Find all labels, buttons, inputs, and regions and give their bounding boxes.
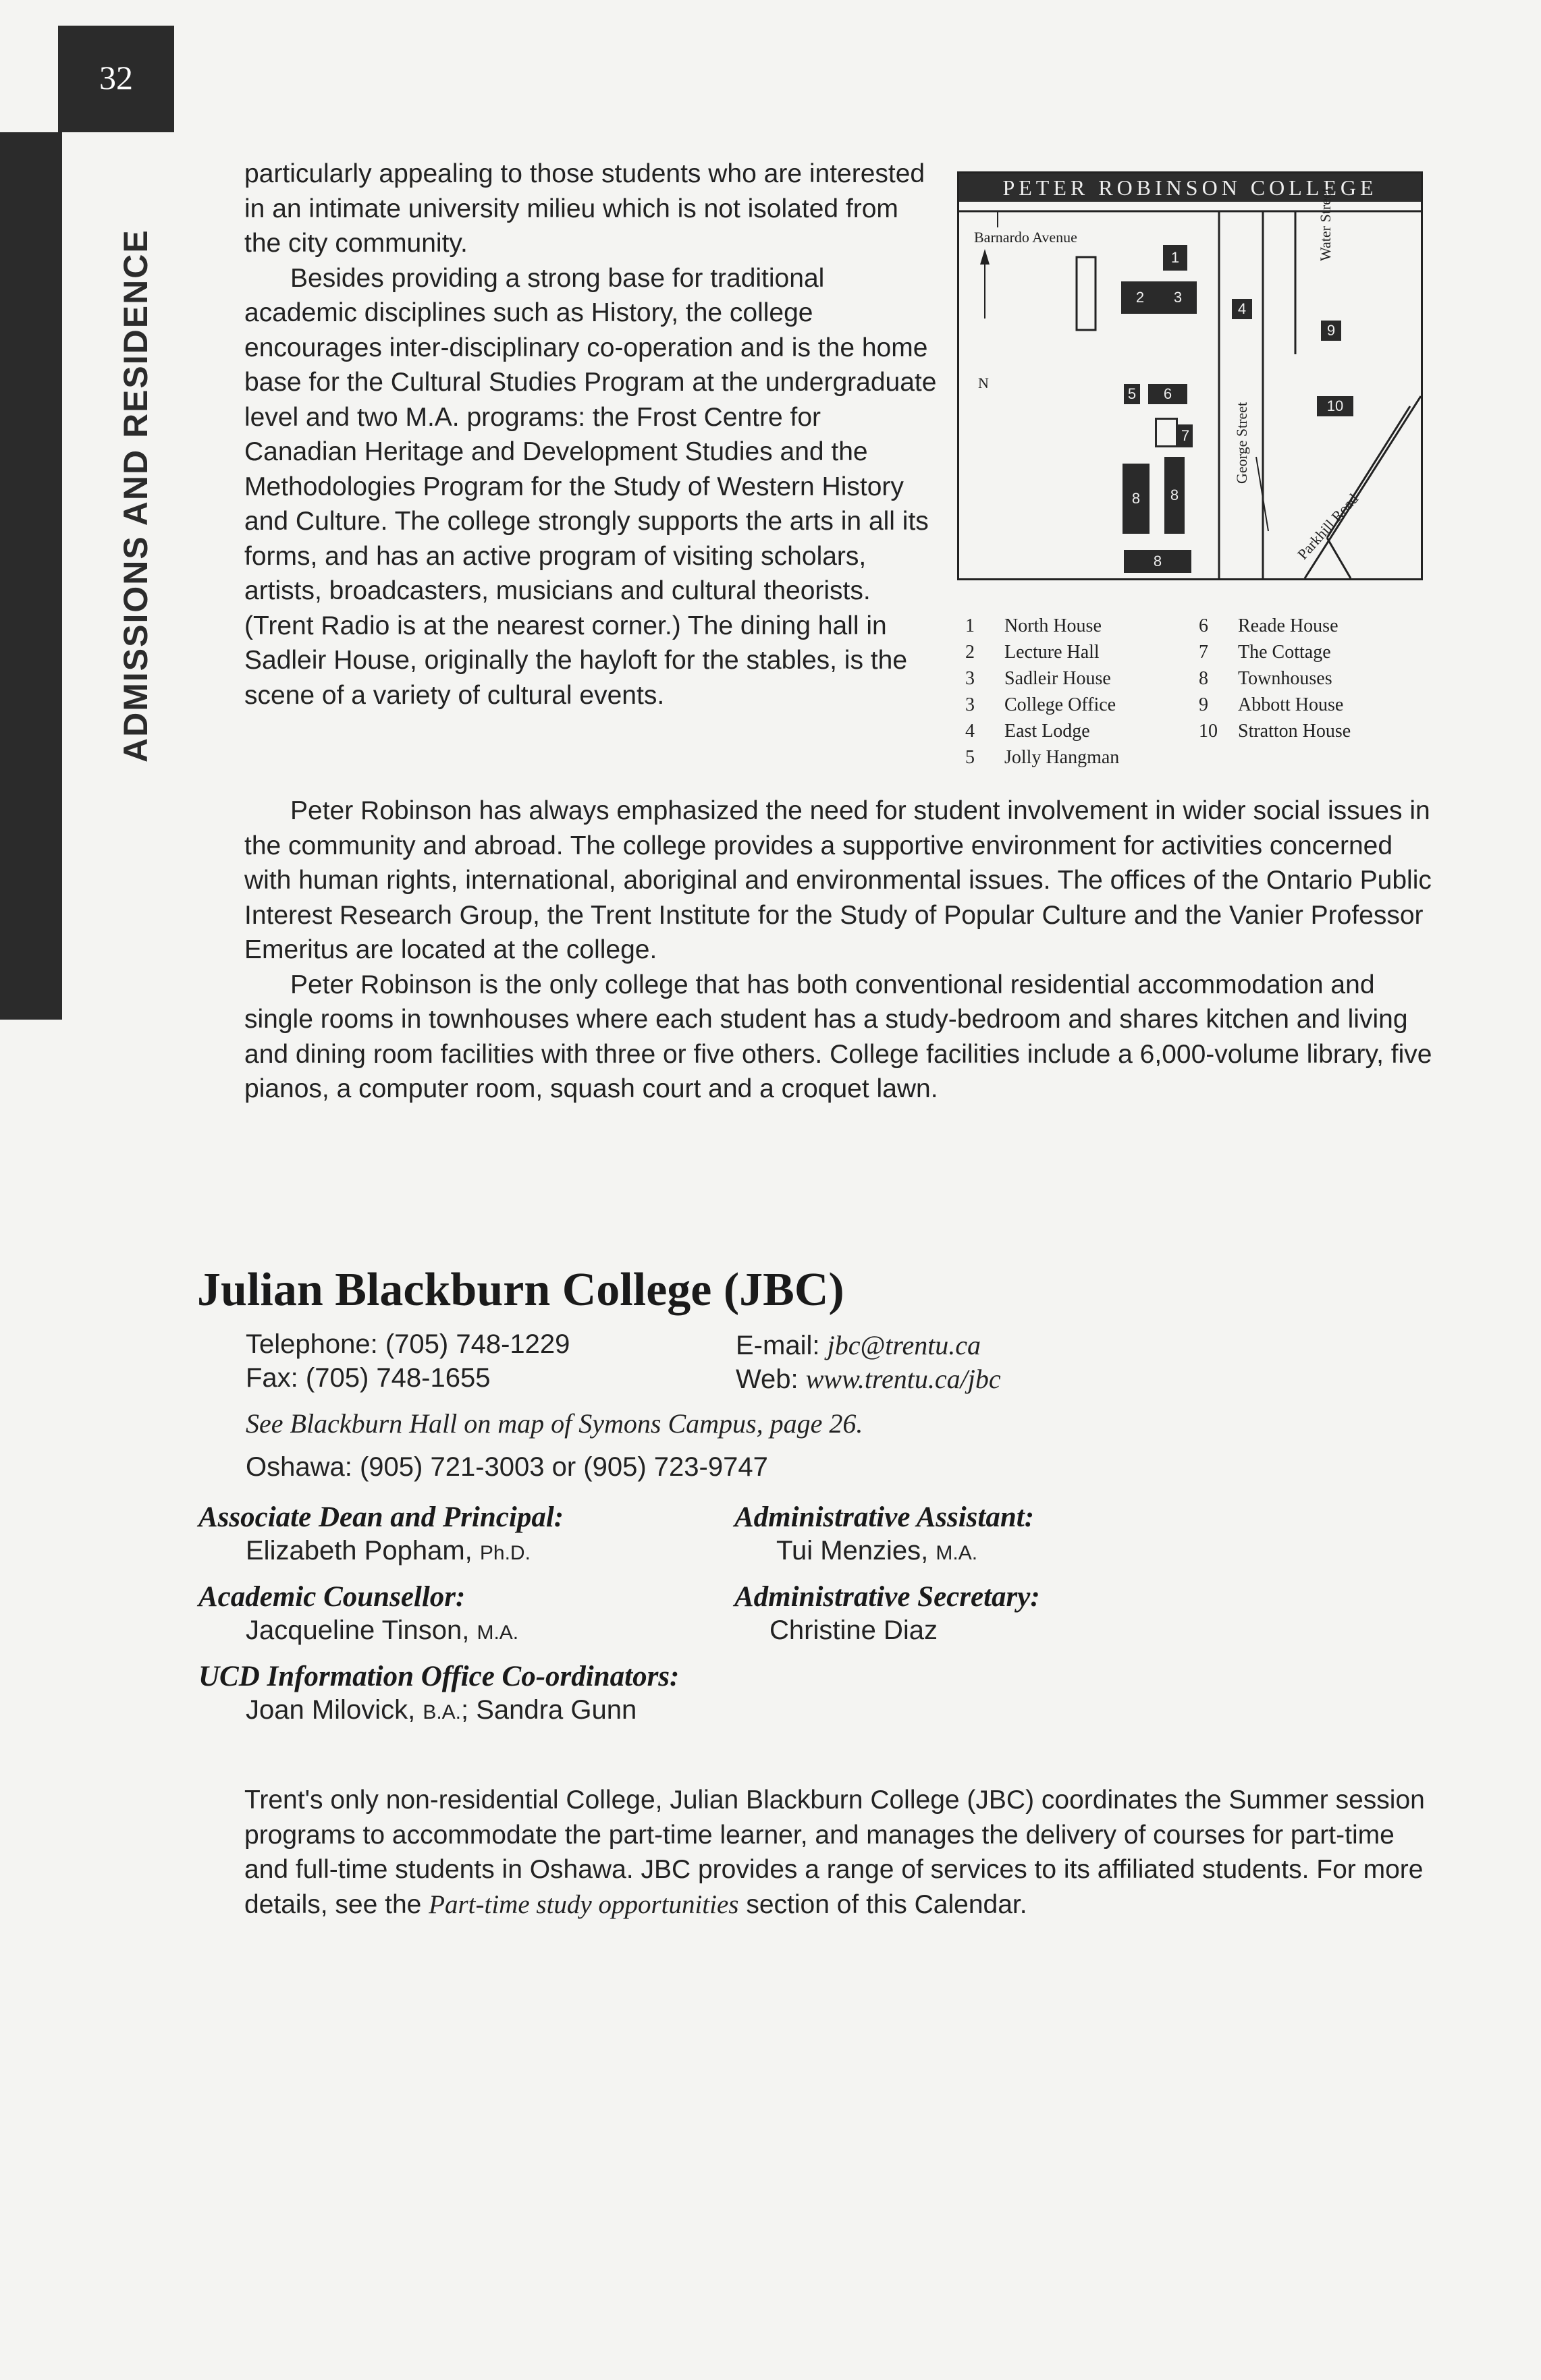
street-label-water: Water Street — [1317, 188, 1334, 261]
building-9: 9 — [1321, 321, 1341, 341]
fax: Fax: (705) 748-1655 — [246, 1363, 491, 1393]
closing-text — [244, 1783, 1432, 1922]
building-7: 7 — [1178, 424, 1193, 447]
building-2-label: 2 — [1135, 289, 1145, 306]
role-associate-dean: Associate Dean and Principal: — [198, 1501, 564, 1533]
role-admin-assistant: Administrative Assistant: — [734, 1501, 1035, 1533]
web-label: Web: — [736, 1364, 806, 1394]
building-3-label: 3 — [1173, 289, 1183, 306]
legend-item: 6 Reade House — [1199, 615, 1339, 636]
map-legend-right — [1199, 613, 1351, 744]
section-tab-label: ADMISSIONS AND RESIDENCE — [117, 229, 155, 763]
person-admin-secretary: Christine Diaz — [769, 1615, 938, 1645]
narrow-column — [244, 157, 940, 713]
building-2-3 — [1121, 281, 1197, 314]
closing-reference: Part-time study opportunities — [429, 1889, 739, 1919]
legend-item: 8 Townhouses — [1199, 668, 1332, 689]
person-admin-assistant: Tui Menzies, M.A. — [776, 1536, 978, 1566]
page-number: 32 — [99, 59, 133, 96]
paragraph: particularly appealing to those students who are interested in an intimate university milieu which is not isolated from the city community. — [244, 159, 925, 258]
email-line — [736, 1329, 981, 1361]
campus-map — [957, 171, 1423, 580]
legend-item: 10 Stratton House — [1199, 721, 1351, 742]
paragraph: Peter Robinson has always emphasized the need for student involvement in wider social issues in the community and abroad. The college provides a supportive environment for activities concerned with human rights, international, aboriginal and environmental issues. The offices of the Ontario Public Interest Research Group, the Trent Institute for the Study of Popular Culture and the Vanier Professor Emeritus are located at the college. — [244, 796, 1432, 964]
email-link[interactable]: jbc@trentu.ca — [827, 1330, 981, 1360]
paragraph: Peter Robinson is the only college that has both conventional residential accommodation and single rooms in townhouses where each student has a study-bedroom and shares kitchen and living and dining room facilities with three or five others. College facilities include a 6,000-volume library, five pianos, a computer room, squash court and a croquet lawn. — [244, 970, 1432, 1103]
building-5: 5 — [1124, 384, 1140, 404]
legend-item: 7 The Cottage — [1199, 642, 1331, 663]
web-link[interactable]: www.trentu.ca/jbc — [805, 1364, 1001, 1394]
closing-paragraph — [244, 1783, 1432, 1922]
street-label-parkhill: Parkhill Road — [1294, 490, 1361, 563]
closing-text-end: section of this Calendar. — [738, 1889, 1027, 1919]
wide-column — [244, 794, 1432, 1107]
person-associate-dean: Elizabeth Popham, Ph.D. — [246, 1536, 531, 1566]
person-ucd-coordinators: Joan Milovick, B.A.; Sandra Gunn — [246, 1695, 637, 1725]
section-heading: Julian Blackburn College (JBC) — [197, 1264, 844, 1316]
legend-item: 3 Sadleir House — [965, 668, 1111, 689]
role-ucd-coordinators: UCD Information Office Co-ordinators: — [198, 1661, 680, 1692]
building-4: 4 — [1232, 299, 1252, 319]
building-8b: 8 — [1164, 457, 1185, 534]
street-label-george: George Street — [1233, 402, 1250, 484]
paragraph: Besides providing a strong base for traditional academic disciplines such as History, the college encourages inter-disciplinary co-operation and is the home base for the Cultural Studies Program at the undergraduate level and two M.A. programs: the Frost Centre for Canadian Heritage and Development Studies and the Methodologies Program for the Study of Western History and Culture. The college strongly supports the arts in all its forms, and has an active program of visiting scholars, artists, broadcasters, musicians and cultural theorists. (Trent Radio is at the nearest corner.) The dining hall in Sadleir House, originally the hayloft for the stables, is the scene of a variety of cultural events. — [244, 263, 937, 710]
legend-item: 5 Jolly Hangman — [965, 747, 1120, 768]
legend-item: 2 Lecture Hall — [965, 642, 1100, 663]
oshawa-phone: Oshawa: (905) 721-3003 or (905) 723-9747 — [246, 1452, 768, 1482]
legend-item: 4 East Lodge — [965, 721, 1090, 742]
building-7-outline — [1155, 418, 1178, 447]
section-tab-bar — [0, 132, 62, 1020]
person-academic-counsellor: Jacqueline Tinson, M.A. — [246, 1615, 519, 1645]
building-1: 1 — [1163, 245, 1187, 271]
role-academic-counsellor: Academic Counsellor: — [198, 1581, 466, 1613]
web-line — [736, 1363, 1001, 1395]
street-label-barnardo: Barnardo Avenue — [974, 229, 1077, 246]
map-legend-left — [965, 613, 1119, 771]
building-6: 6 — [1148, 384, 1187, 404]
legend-item: 3 College Office — [965, 694, 1116, 715]
role-admin-secretary: Administrative Secretary: — [734, 1581, 1040, 1613]
north-label: N — [978, 375, 989, 391]
email-label: E-mail: — [736, 1331, 828, 1360]
map-note: See Blackburn Hall on map of Symons Campus, page 26. — [246, 1408, 863, 1439]
telephone: Telephone: (705) 748-1229 — [246, 1329, 570, 1359]
map-title: PETER ROBINSON COLLEGE — [1002, 175, 1378, 200]
closing-text-start: Trent's only non-residential College, Julian Blackburn College (JBC) coordinates the Summer session programs to accommodate the part-time learner, and manages the delivery of courses for part-time and full-time students in Oshawa. JBC provides a range of services to its affiliated students. For more details, see the — [244, 1786, 1425, 1919]
building-8a: 8 — [1123, 464, 1150, 534]
building-8c: 8 — [1124, 550, 1191, 573]
building-10: 10 — [1317, 396, 1353, 416]
legend-item: 9 Abbott House — [1199, 694, 1344, 715]
legend-item: 1 North House — [965, 615, 1102, 636]
